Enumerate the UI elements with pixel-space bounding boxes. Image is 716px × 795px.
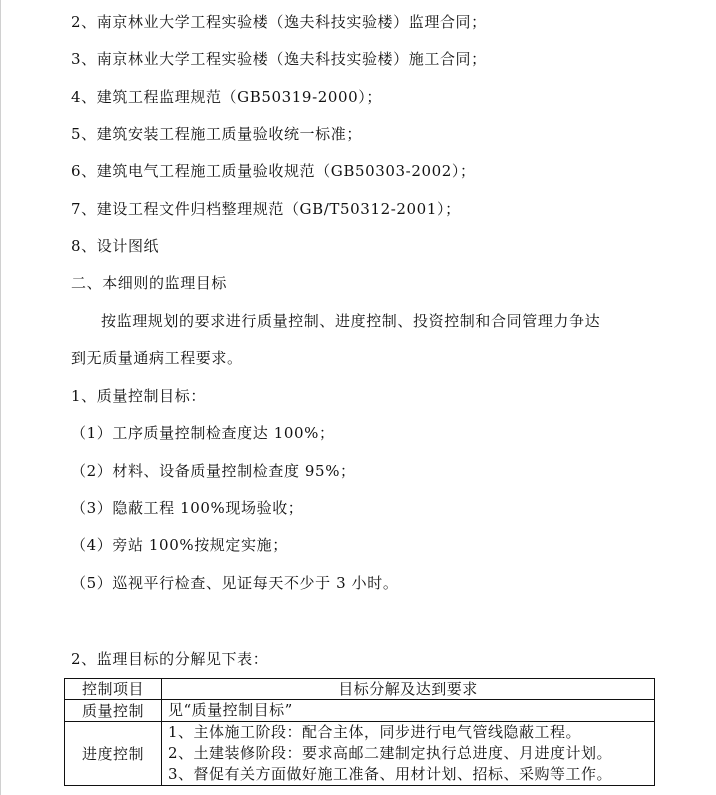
table-header-item: 控制项目 [65, 679, 162, 700]
table-cell-goal [162, 722, 655, 786]
list-item-2: 2、南京林业大学工程实验楼（逸夫科技实验楼）监理合同； [71, 13, 487, 31]
paragraph-line-2: 到无质量通病工程要求。 [71, 349, 243, 367]
table-intro: 2、监理目标的分解见下表： [71, 650, 269, 668]
table-cell-item: 进度控制 [65, 722, 162, 786]
list-item-7: 7、建设工程文件归档整理规范（GB/T50312-2001）； [71, 200, 461, 218]
goal-line: 3、督促有关方面做好施工准备、用材计划、招标、采购等工作。 [168, 765, 613, 783]
list-item-5: 5、建筑安装工程施工质量验收统一标准； [71, 125, 362, 143]
quality-heading: 1、质量控制目标： [71, 387, 206, 405]
table-header-goal: 目标分解及达到要求 [162, 679, 655, 700]
goal-breakdown-table [64, 678, 655, 786]
section-heading: 二、本细则的监理目标 [71, 274, 228, 292]
table-cell-goal: 见“质量控制目标” [162, 700, 655, 722]
list-item-3: 3、南京林业大学工程实验楼（逸夫科技实验楼）施工合同； [71, 50, 487, 68]
paragraph-line-1: 按监理规划的要求进行质量控制、进度控制、投资控制和合同管理力争达 [101, 312, 601, 330]
quality-item-2: （2）材料、设备质量控制检查度 95%； [71, 462, 356, 480]
goal-line: 1、主体施工阶段：配合主体，同步进行电气管线隐蔽工程。 [168, 723, 582, 741]
table-header-row [65, 679, 655, 700]
quality-item-5: （5）巡视平行检查、见证每天不少于 3 小时。 [71, 574, 399, 592]
quality-item-3: （3）隐蔽工程 100%现场验收； [71, 499, 304, 517]
table-row [65, 700, 655, 722]
goal-line: 2、土建装修阶段：要求高邮二建制定执行总进度、月进度计划。 [168, 744, 613, 762]
page-edge-line [0, 0, 1, 795]
quality-item-4: （4）旁站 100%按规定实施； [71, 536, 288, 554]
table-row [65, 722, 655, 786]
list-item-6: 6、建筑电气工程施工质量验收规范（GB50303-2002）； [71, 162, 476, 180]
quality-item-1: （1）工序质量控制检查度达 100%； [71, 424, 335, 442]
table-cell-item: 质量控制 [65, 700, 162, 722]
list-item-4: 4、建筑工程监理规范（GB50319-2000）； [71, 88, 383, 106]
list-item-8: 8、设计图纸 [71, 237, 160, 255]
